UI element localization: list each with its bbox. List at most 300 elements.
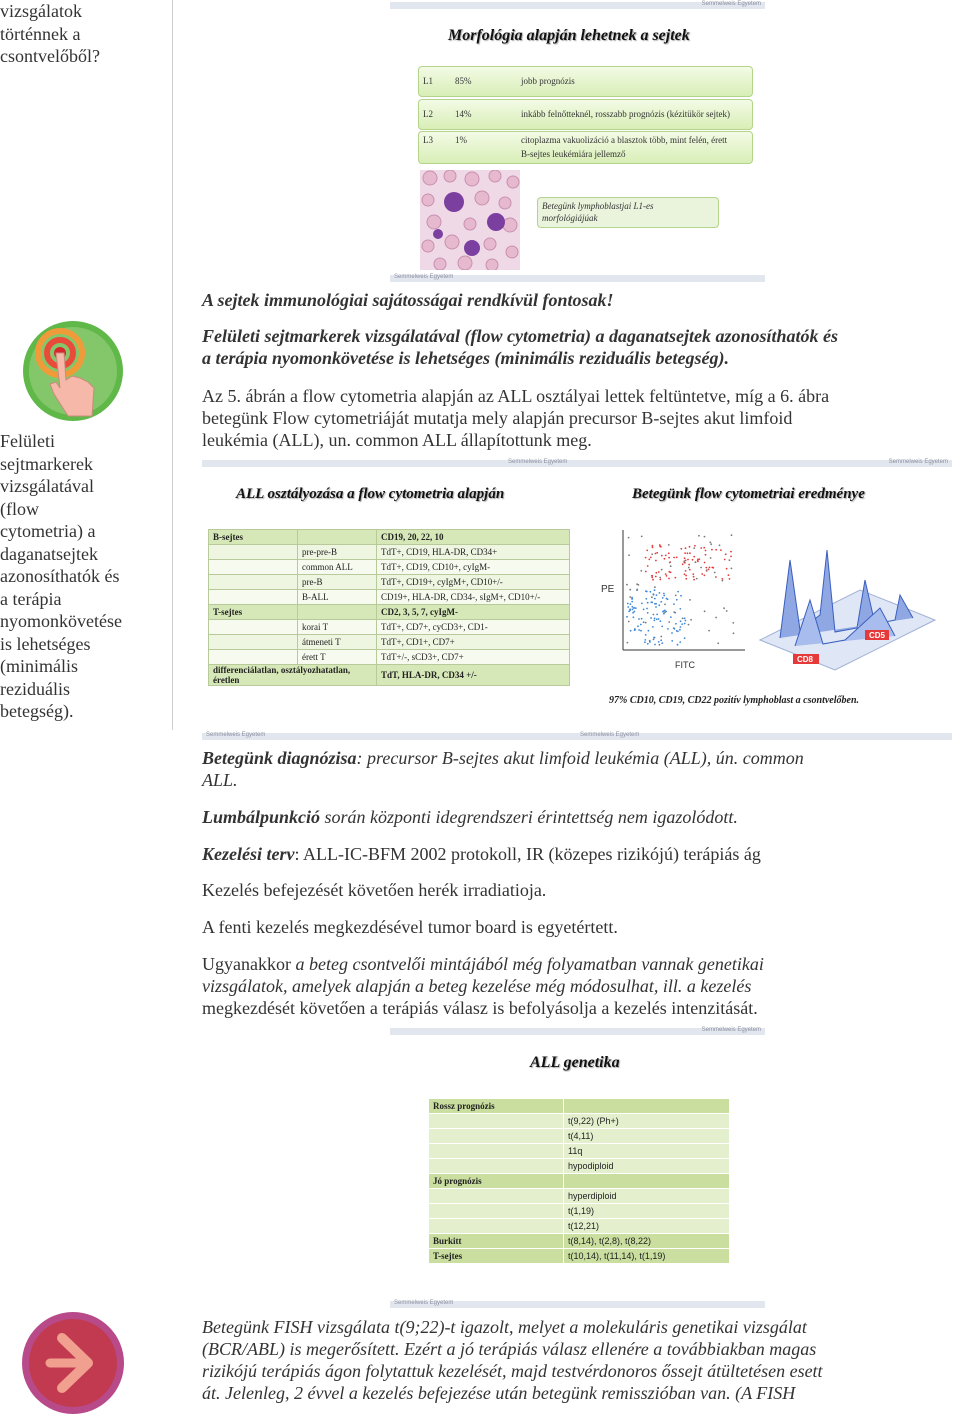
scatter-point [708,569,710,571]
table-cell: TdT+, CD1+, CD7+ [377,635,570,650]
text-line: rizikójú terápiás ágon folytattuk kezelését, majd testvérdonoros őssejt átültetésen esett [202,1361,823,1381]
scatter-point [653,594,655,596]
table-cell [209,560,298,575]
table-cell: t(10,14), t(11,14), t(1,19) [564,1249,730,1264]
table-cell: CD19+, HLA-DR, CD34-, sIgM+, CD10+/- [377,590,570,605]
scatter-point [628,554,630,556]
scatter-point [721,578,723,580]
text-line: (BCR/ABL) is megerősített. Ezért a jó terápiás válasz ellenére a továbbiakban magas [202,1339,817,1359]
scatter-point [629,596,631,598]
scatter-point [705,554,707,556]
scatter-point [685,570,687,572]
scatter-point [679,641,681,643]
table-row [209,620,570,635]
scatter-point [653,639,655,641]
scatter-point [684,623,686,625]
table-row [209,605,570,620]
flow-paragraph [202,385,829,451]
scatter-point [711,567,713,569]
table-cell: B-ALL [298,590,377,605]
scatter-point [664,604,666,606]
lumbar-paragraph [202,806,738,828]
table-cell: Rossz prognózis [429,1099,564,1114]
fitc-axis-label: FITC [675,660,695,670]
table-row [429,1189,730,1204]
scatter-point [652,626,654,628]
scatter-point [693,576,695,578]
scatter-point [668,578,670,580]
table-cell: TdT+, CD19, HLA-DR, CD34+ [377,545,570,560]
text-line: betegünk Flow cytometriáját mutatja mely alapján precursor B-sejtes akut limfoid [202,408,793,428]
scatter-point [705,567,707,569]
slide-footer-bar [390,275,765,282]
scatter-point [648,559,650,561]
scatter-point [705,550,707,552]
scatter-point [645,598,647,600]
scatter-point [631,606,633,608]
table-cell [298,605,377,620]
watermark-text: Semmelweis Egyetem [206,732,266,738]
sidebar-line: csontvelőből? [0,46,100,66]
scatter-point [649,640,651,642]
scatter-point [630,630,632,632]
scatter-point [692,559,694,561]
table-row [429,1159,730,1174]
scatter-point [654,644,656,646]
arrow-circle-icon [20,1310,126,1416]
scatter-point [701,573,703,575]
text-line: vizsgálatok, amelyek alapján a beteg kezelése még módosulhat, ill. a kezelés [202,976,752,996]
scatter-point [656,618,658,620]
scatter-point [627,642,629,644]
scatter-point [646,608,648,610]
scatter-point [677,630,679,632]
scatter-point [698,535,700,537]
scatter-point [650,617,652,619]
scatter-point [684,552,686,554]
table-cell: T-sejtes [429,1249,564,1264]
scatter-point [664,612,666,614]
note-box [537,197,719,228]
scatter-point [654,598,656,600]
scatter-point [661,555,663,557]
scatter-point [646,550,648,552]
scatter-point [634,628,636,630]
scatter-point [696,578,698,580]
scatter-point [685,575,687,577]
row-code: L3 [423,135,433,145]
scatter-point [666,575,668,577]
slide-header-bar [202,460,952,467]
table-row [209,650,570,665]
sidebar-line: daganatsejtek [0,543,98,564]
genetics-paragraph [202,953,764,1019]
scatter-point [700,547,702,549]
marker-paragraph [202,325,838,369]
scatter-point [726,610,728,612]
scatter-point [715,617,717,619]
scatter-point [685,578,687,580]
table-row [209,635,570,650]
scatter-point [641,618,643,620]
scatter-point [698,558,700,560]
text-line: Az 5. ábrán a flow cytometria alapján az ALL osztályai lettek feltüntetve, míg a 6. ábra [202,386,830,406]
scatter-point [689,599,691,601]
scatter-point [633,607,635,609]
table-row [429,1204,730,1219]
note-line: Betegünk lymphoblastjai L1-es [542,201,654,211]
table-cell: hyperdiploid [564,1189,730,1204]
scatter-point [665,555,667,557]
scatter-point [708,630,710,632]
scatter-point [655,606,657,608]
blood-smear-image [420,170,520,270]
text-line: a terápia nyomonkövetése is lehetséges (minimális reziduális betegség). [202,348,729,368]
scatter-point [664,610,666,612]
scatter-point [697,561,699,563]
scatter-point [682,618,684,620]
table-row [429,1174,730,1189]
table-cell: Burkitt [429,1234,564,1249]
morphology-row [418,131,753,164]
scatter-point [693,556,695,558]
scatter-point [671,632,673,634]
scatter-point [684,637,686,639]
table-row [429,1129,730,1144]
scatter-point [706,569,708,571]
scatter-point [629,589,631,591]
results-title: Betegünk flow cytometriai eredménye [632,486,865,502]
scatter-point [658,618,660,620]
row-code: L2 [423,109,433,119]
scatter-point [647,602,649,604]
scatter-point [726,568,728,570]
scatter-point [654,618,656,620]
table-cell: t(12,21) [564,1219,730,1234]
scatter-point [651,575,653,577]
table-cell: TdT+, CD19+, cyIgM+, CD10+/- [377,575,570,590]
scatter-point [668,571,670,573]
scatter-point [648,630,650,632]
scatter-point [652,579,654,581]
scatter-point [650,591,652,593]
table-cell: t(4,11) [564,1129,730,1144]
scatter-point [687,552,689,554]
table-cell [564,1174,730,1189]
table-row [209,575,570,590]
genetics-title: ALL genetika [530,1054,620,1071]
scatter-point [658,571,660,573]
sidebar-line: cytometria) a [0,521,96,541]
scatter-point [673,557,675,559]
text-line: leukémia (ALL), un. common ALL állapítottunk meg. [202,430,592,450]
scatter-point [685,547,687,549]
scatter-point [632,612,634,614]
scatter-point [717,642,719,644]
scatter-point [715,576,717,578]
scatter-point [682,563,684,565]
scatter-point [684,617,686,619]
scatter-point [668,621,670,623]
scatter-point [663,593,665,595]
scatter-point [644,641,646,643]
table-row [429,1234,730,1249]
scatter-point [704,575,706,577]
table-cell: érett T [298,650,377,665]
scatter-point [660,601,662,603]
row-description: jobb prognózis [521,76,575,86]
lumbar-text: során központi idegrendszeri érintettség nem igazolódott. [320,807,738,827]
scatter-point [661,642,663,644]
scatter-point [683,560,685,562]
table-cell [209,575,298,590]
table-cell [429,1144,564,1159]
scatter-point [680,595,682,597]
table-row [429,1144,730,1159]
table-row [209,665,570,686]
table-cell [564,1099,730,1114]
table-cell [209,650,298,665]
scatter-point [679,608,681,610]
scatter-point [641,603,643,605]
scatter-point [644,639,646,641]
sidebar-line: sejtmarkerek [0,453,93,474]
scatter-point [630,603,632,605]
sidebar-line: betegség). [0,701,74,721]
scatter-point [704,610,706,612]
scatter-point [687,559,689,561]
sidebar-line: (flow [0,498,39,519]
table-cell: common ALL [298,560,377,575]
scatter-point [628,537,630,539]
scatter-point [656,614,658,616]
scatter-point [651,577,653,579]
scatter-point [680,626,682,628]
table-cell [429,1114,564,1129]
scatter-point [655,572,657,574]
slide-title: Morfológia alapján lehetnek a sejtek [448,27,690,44]
scatter-point [645,622,647,624]
table-cell: 11q [564,1144,730,1159]
sidebar-line: azonosíthatók és [0,566,120,586]
sidebar-line: (minimális [0,656,78,676]
table-cell [429,1159,564,1174]
scatter-point [658,604,660,606]
scatter-point [722,580,724,582]
table-cell: korai T [298,620,377,635]
watermark-text: Semmelweis Egyetem [701,1027,761,1033]
scatter-point [711,549,713,551]
scatter-point [662,597,664,599]
scatter-point [676,599,678,601]
morphology-row [418,99,753,130]
watermark-text: Semmelweis Egyetem [394,274,454,280]
scatter-point [714,572,716,574]
scatter-point [656,552,658,554]
scatter-point [652,547,654,549]
scatter-point [688,567,690,569]
scatter-point [673,603,675,605]
table-cell: átmeneti T [298,635,377,650]
scatter-point [675,623,677,625]
scatter-point [723,607,725,609]
scatter-point [640,630,642,632]
watermark-text: Semmelweis Egyetem [888,459,948,465]
table-cell [209,590,298,605]
scatter-point [715,549,717,551]
scatter-point [719,544,721,546]
scatter-point [689,552,691,554]
scatter-point [655,553,657,555]
scatter-point [730,556,732,558]
text-line: megkezdését követően a terápiás válasz is befolyásolja a kezelés intenzitását. [202,998,758,1018]
scatter-point [652,545,654,547]
scatter-point [667,628,669,630]
scatter-point [660,636,662,638]
scatter-point [645,634,647,636]
scatter-point [728,574,730,576]
scatter-point [733,632,735,634]
scatter-point [659,577,661,579]
emphasis-line: A sejtek immunológiai sajátosságai rendkívül fontosak! [202,290,614,310]
table-row [209,530,570,545]
scatter-point [677,644,679,646]
scatter-point [693,547,695,549]
sidebar-question [0,0,100,68]
genetics-table [428,1098,730,1264]
plan-text: : ALL-IC-BFM 2002 protokoll, IR (közepes rizikójú) terápiás ág [294,844,761,864]
scatter-point [655,576,657,578]
scatter-point [688,564,690,566]
scatter-point [647,565,649,567]
scatter-point [655,560,657,562]
watermark-text: Semmelweis Egyetem [394,1300,454,1306]
text-line: át. Jelenleg, 2 évvel a kezelés befejezése után betegünk remisszióban van. (A FISH [202,1383,796,1403]
text-fragment: a beteg csontvelői mintájából még folyamatban vannak genetikai [290,954,764,974]
table-cell: pre-B [298,575,377,590]
scatter-point [636,589,638,591]
scatter-point [679,629,681,631]
row-description: inkább felnőtteknél, rosszabb prognózis (kézitükör sejtek) [521,109,730,119]
scatter-point [689,546,691,548]
scatter-point [664,558,666,560]
scatter-point [681,623,683,625]
all-classification-table [208,529,570,686]
scatter-point [703,547,705,549]
scatter-point [656,594,658,596]
table-row [209,590,570,605]
scatter-point [659,544,661,546]
row-percent: 14% [455,109,472,119]
table-cell [209,635,298,650]
scatter-point [725,553,727,555]
table-cell: TdT+, CD7+, cyCD3+, CD1- [377,620,570,635]
scatter-point [667,598,669,600]
diagnosis-label: Betegünk diagnózisa [202,748,357,768]
scatter-point [646,591,648,593]
table-row [429,1219,730,1234]
scatter-point [710,557,712,559]
scatter-point [700,567,702,569]
scatter-point [627,603,629,605]
slide-header-bar [390,1301,765,1308]
scatter-point [729,578,731,580]
sidebar-marker-text [0,430,122,723]
lumbar-label: Lumbálpunkció [202,807,321,827]
scatter-point [731,534,733,536]
scatter-point [654,589,656,591]
scatter-point [690,619,692,621]
scatter-point [654,637,656,639]
scatter-point [653,614,655,616]
scatter-point [695,561,697,563]
cd8-label: CD8 [797,655,814,664]
table-cell [429,1189,564,1204]
scatter-point [651,553,653,555]
table-cell: Jó prognózis [429,1174,564,1189]
sidebar-line: a terápia [0,588,62,609]
scatter-point [669,562,671,564]
fish-paragraph [202,1316,823,1404]
flow-caption: 97% CD10, CD19, CD22 pozitív lymphoblast a csontvelőben. [609,695,859,706]
scatter-point [631,601,633,603]
scatter-point [640,570,642,572]
table-cell [209,620,298,635]
text-line: Felületi sejtmarkerek vizsgálatával (flow cytometria) a daganatsejtek azonosíthatók és [202,326,838,346]
scatter-point [661,626,663,628]
scatter-point [640,624,642,626]
row-description: citoplazma vakuolizáció a blasztok több, mint felén, érett [521,135,728,145]
slide-footer-bar [202,733,952,740]
scatter-point [704,562,706,564]
sidebar-line: is lehetséges [0,633,91,654]
table-cell: pre-pre-B [298,545,377,560]
scatter-point [635,607,637,609]
column-divider [172,0,173,730]
text-line [202,954,764,974]
watermark-text: Semmelweis Egyetem [701,1,761,7]
table-cell [429,1129,564,1144]
scatter-point [626,616,628,618]
scatter-point [647,643,649,645]
scatter-point [660,620,662,622]
row-description: B-sejtes leukémiára jellemző [521,149,626,159]
scatter-point [654,603,656,605]
scatter-point [641,536,643,538]
table-row [429,1249,730,1264]
scatter-point [660,639,662,641]
sidebar-line: vizsgálatok [0,1,82,21]
table-cell: TdT+, CD19, CD10+, cyIgM- [377,560,570,575]
scatter-point [665,573,667,575]
scatter-point [680,620,682,622]
tumor-board-line: A fenti kezelés megkezdésével tumor board is egyetértett. [202,917,618,937]
text-line: Betegünk FISH vizsgálata t(9;22)-t igazolt, melyet a molekuláris genetikai vizsgálat [202,1317,807,1337]
flow-cytometry-figure [595,520,945,690]
scatter-point [732,622,734,624]
scatter-point [636,583,638,585]
scatter-point [668,544,670,546]
diagnosis-text: ALL. [202,770,238,790]
watermark-text: Semmelweis Egyetem [580,732,640,738]
scatter-point [654,586,656,588]
scatter-point [637,625,639,627]
morphology-row [418,66,753,97]
scatter-point [684,557,686,559]
scatter-point [659,579,661,581]
scatter-point [661,569,663,571]
table-row [429,1099,730,1114]
